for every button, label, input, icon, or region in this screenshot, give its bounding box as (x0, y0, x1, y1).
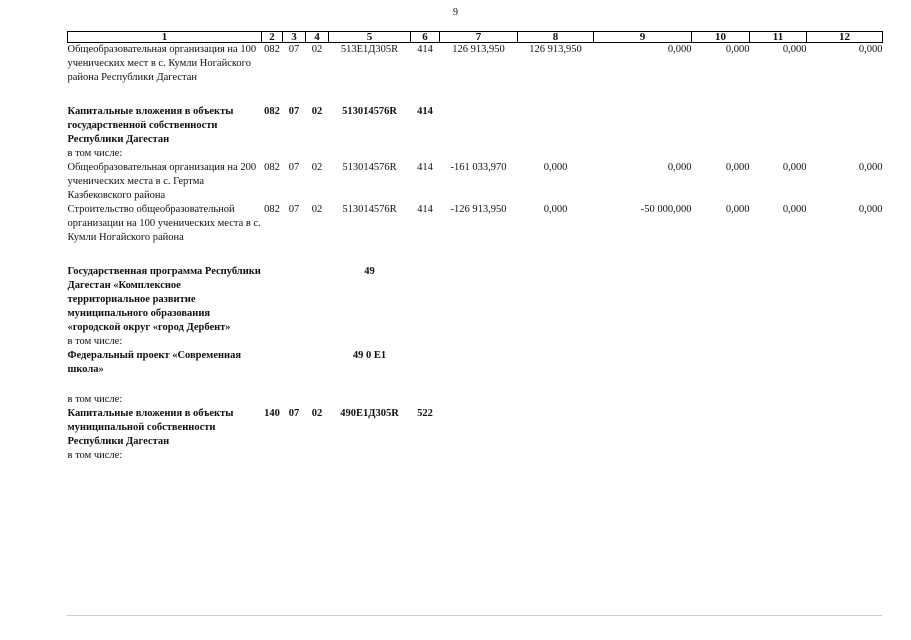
cell-col-11: 0,000 (782, 204, 807, 215)
cell-col-4: 02 (311, 204, 323, 215)
cell-col-6 (411, 349, 440, 377)
cell-col-3: 07 (288, 408, 300, 419)
spacer-row (68, 85, 883, 105)
section-row (68, 105, 883, 147)
column-header-11: 11 (750, 32, 807, 43)
cell-col-4: 02 (311, 44, 323, 55)
cell-col-8 (518, 349, 594, 377)
row-name: Федеральный проект «Современная школа» (67, 350, 242, 375)
cell-col-11: 0,000 (782, 162, 807, 173)
cell-col-10: 0,000 (725, 204, 750, 215)
subheading-row (68, 147, 883, 161)
cell-col-9: -50 000,000 (640, 204, 692, 215)
spacer-row (68, 377, 883, 393)
cell-col-3: 07 (288, 44, 300, 55)
cell-col-6: 522 (417, 408, 433, 419)
cell-col-6: 414 (417, 44, 433, 55)
subheading-row (68, 393, 883, 407)
cell-col-5: 490Е1Д305R (340, 408, 399, 419)
subheading-label: в том числе: (67, 450, 123, 461)
cell-col-5: 513014576R (342, 204, 397, 215)
subheading-row (68, 449, 883, 463)
column-header-5: 5 (329, 32, 411, 43)
cell-col-2: 082 (264, 204, 280, 215)
cell-col-3: 07 (288, 204, 300, 215)
subheading-label: в том числе: (67, 394, 123, 405)
cell-col-10 (692, 407, 750, 449)
cell-col-10 (692, 105, 750, 147)
cell-col-12 (807, 349, 883, 377)
column-header-7: 7 (440, 32, 518, 43)
cell-col-9: 0,000 (667, 44, 692, 55)
cell-col-7: -161 033,970 (450, 162, 507, 173)
cell-col-6: 414 (417, 162, 433, 173)
column-header-10: 10 (692, 32, 750, 43)
section-row (68, 407, 883, 449)
cell-col-7 (440, 349, 518, 377)
column-header-1: 1 (68, 32, 262, 43)
cell-col-9 (594, 265, 692, 335)
cell-col-12: 0,000 (858, 204, 883, 215)
cell-col-10 (692, 349, 750, 377)
cell-col-8 (518, 265, 594, 335)
cell-col-10: 0,000 (725, 44, 750, 55)
row-name: Общеобразовательная организация на 200 ученических места в с. Гертма Казбековского района (67, 162, 257, 201)
column-header-9: 9 (594, 32, 692, 43)
cell-col-7: -126 913,950 (450, 204, 507, 215)
column-header-8: 8 (518, 32, 594, 43)
cell-col-8: 0,000 (543, 204, 568, 215)
row-name: Общеобразовательная организация на 100 ученических мест в с. Кумли Ногайского района Республики Дагестан (67, 44, 257, 83)
column-header-12: 12 (807, 32, 883, 43)
spacer-cell (68, 245, 883, 265)
cell-col-10: 0,000 (725, 162, 750, 173)
page-number: 9 (453, 7, 458, 18)
row-name: Государственная программа Республики Дагестан «Комплексное территориальное развитие муниципального образования «городской округ «город Дербент» (67, 266, 261, 333)
cell-col-2: 082 (264, 106, 280, 117)
cell-col-12: 0,000 (858, 162, 883, 173)
cell-col-6: 414 (417, 204, 433, 215)
subheading-label: в том числе: (67, 148, 123, 159)
cell-col-2 (262, 349, 283, 377)
cell-col-4 (306, 349, 329, 377)
section-row (68, 265, 883, 335)
table-row (68, 43, 883, 86)
table-body (68, 43, 883, 464)
cell-col-7 (440, 265, 518, 335)
row-name: Капитальные вложения в объекты государственной собственности Республики Дагестан (67, 106, 234, 145)
cell-col-4 (306, 265, 329, 335)
cell-col-11: 0,000 (782, 44, 807, 55)
table-row (68, 161, 883, 203)
cell-col-9: 0,000 (667, 162, 692, 173)
spacer-row (68, 245, 883, 265)
bottom-rule (67, 615, 882, 616)
cell-col-8 (518, 407, 594, 449)
cell-col-2: 082 (264, 44, 280, 55)
row-name: Капитальные вложения в объекты муниципальной собственности Республики Дагестан (67, 408, 234, 447)
row-name: Строительство общеобразовательной организации на 100 ученических места в с. Кумли Ногайского района (67, 204, 261, 243)
cell-col-9 (594, 349, 692, 377)
cell-col-4: 02 (311, 106, 323, 117)
cell-col-10 (692, 265, 750, 335)
spacer-cell (68, 377, 883, 393)
column-header-6: 6 (411, 32, 440, 43)
subheading-row (68, 335, 883, 349)
column-header-2: 2 (262, 32, 283, 43)
cell-col-7 (440, 407, 518, 449)
column-header-3: 3 (283, 32, 306, 43)
cell-col-3: 07 (288, 162, 300, 173)
cell-col-2: 140 (264, 408, 280, 419)
budget-table-container (67, 31, 882, 463)
cell-col-3 (283, 349, 306, 377)
cell-col-8 (518, 105, 594, 147)
cell-col-11 (750, 265, 807, 335)
cell-col-11 (750, 349, 807, 377)
cell-col-11 (750, 407, 807, 449)
cell-col-12 (807, 105, 883, 147)
cell-col-8: 126 913,950 (529, 44, 582, 55)
cell-col-5: 49 0 Е1 (352, 350, 387, 361)
cell-col-8: 0,000 (543, 162, 568, 173)
budget-table (67, 31, 883, 463)
cell-col-7: 126 913,950 (452, 44, 505, 55)
cell-col-7 (440, 105, 518, 147)
cell-col-11 (750, 105, 807, 147)
cell-col-2 (262, 265, 283, 335)
cell-col-5: 513Е1Д305R (340, 44, 399, 55)
cell-col-12: 0,000 (858, 44, 883, 55)
cell-col-6: 414 (417, 106, 433, 117)
cell-col-5: 49 (364, 266, 375, 277)
cell-col-6 (411, 265, 440, 335)
cell-col-3 (283, 265, 306, 335)
subheading-label: в том числе: (67, 336, 123, 347)
cell-col-9 (594, 105, 692, 147)
header-row (68, 32, 883, 43)
column-header-4: 4 (306, 32, 329, 43)
cell-col-5: 513014576R (342, 162, 397, 173)
cell-col-3: 07 (288, 106, 300, 117)
table-row (68, 203, 883, 245)
section-row (68, 349, 883, 377)
cell-col-12 (807, 407, 883, 449)
cell-col-2: 082 (264, 162, 280, 173)
cell-col-12 (807, 265, 883, 335)
cell-col-4: 02 (311, 162, 323, 173)
cell-col-9 (594, 407, 692, 449)
spacer-cell (68, 85, 883, 105)
cell-col-4: 02 (311, 408, 323, 419)
cell-col-5: 513014576R (342, 106, 397, 117)
